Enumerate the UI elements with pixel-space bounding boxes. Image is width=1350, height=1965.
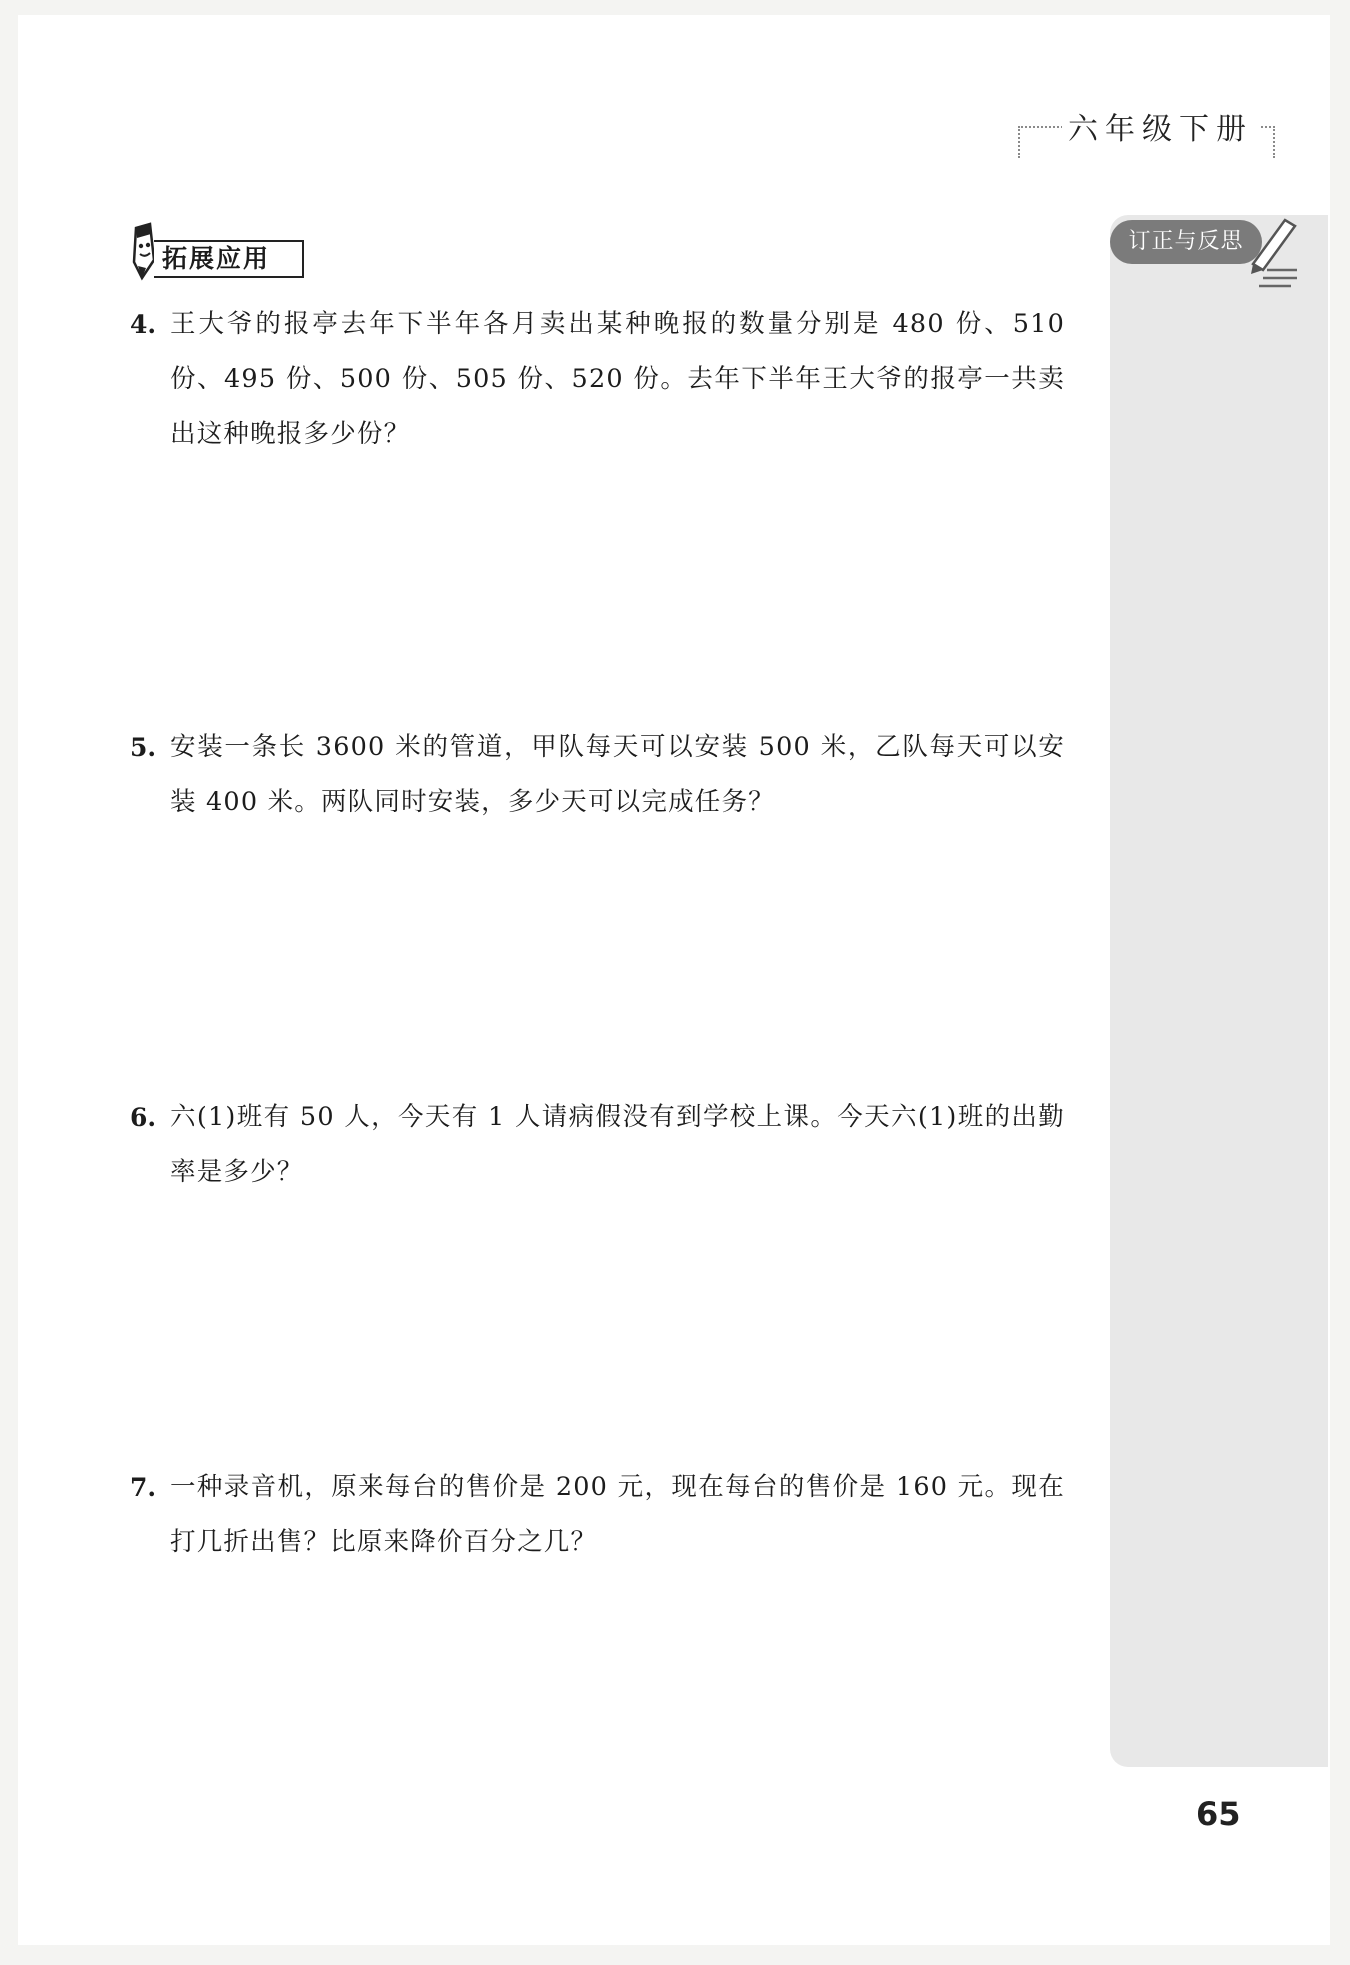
page-number: 65 [1196,1795,1241,1833]
correction-sidebar [1110,215,1328,1767]
pen-writing-icon [1245,212,1305,292]
grade-header [1018,104,1271,156]
question-number: 6. [130,1103,157,1132]
question-text: 王大爷的报亭去年下半年各月卖出某种晚报的数量分别是 480 份、510 份、495 份、500 份、505 份、520 份。去年下半年王大爷的报亭一共卖出这种晚报多少份？ [170,309,1065,449]
question-number: 5. [130,733,157,762]
question-5 [130,720,1065,830]
question-text: 安装一条长 3600 米的管道，甲队每天可以安装 500 米，乙队每天可以安装 400 米。两队同时安装，多少天可以完成任务？ [170,732,1065,817]
question-text: 一种录音机，原来每台的售价是 200 元，现在每台的售价是 160 元。现在打几折出售？比原来降价百分之几？ [170,1472,1065,1557]
grade-label: 六年级下册 [1062,104,1259,148]
question-7 [130,1460,1065,1570]
question-6 [130,1090,1065,1200]
sidebar-tab-label: 订正与反思 [1110,220,1262,264]
question-text: 六(1)班有 50 人，今天有 1 人请病假没有到学校上课。今天六(1)班的出勤率是多少？ [170,1102,1065,1187]
question-number: 4. [130,310,157,339]
question-4 [130,297,1065,462]
section-title: 拓展应用 [154,240,304,278]
question-number: 7. [130,1473,157,1502]
